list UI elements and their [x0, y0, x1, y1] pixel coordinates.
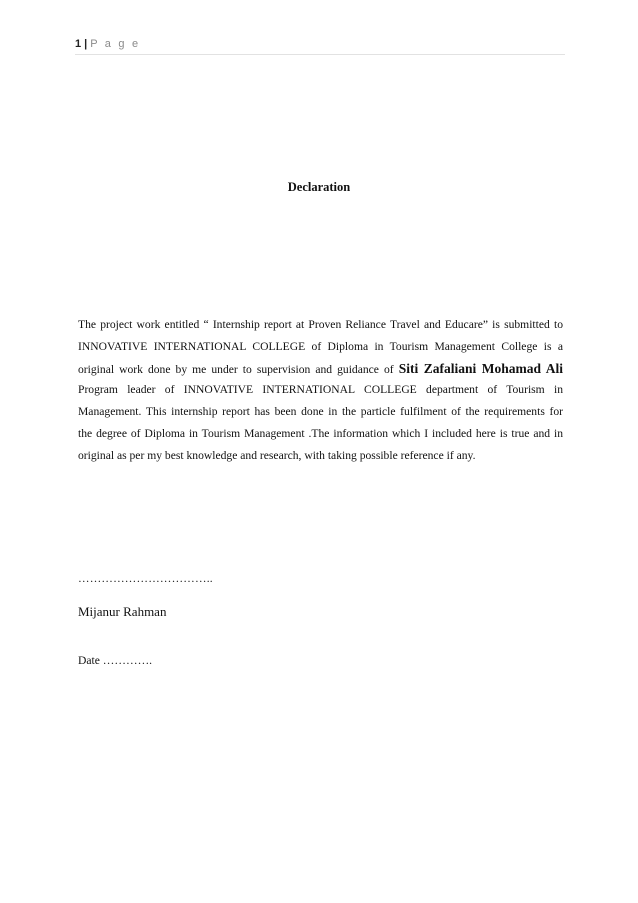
paragraph-line: Management. This internship report has been done in the particle fulfilment of the requirements for	[78, 405, 563, 419]
declaration-paragraph	[78, 314, 563, 467]
paragraph-line: original as per my best knowledge and research, with taking possible reference if any.	[78, 448, 476, 462]
header-separator: |	[84, 38, 88, 50]
page-header	[75, 38, 565, 55]
paragraph-line: the degree of Diploma in Tourism Management .The information which I included here is true and in	[78, 426, 563, 440]
paragraph-line: Program leader of INNOVATIVE INTERNATIONAL COLLEGE department of Tourism in	[78, 383, 563, 397]
paragraph-line: INNOVATIVE INTERNATIONAL COLLEGE of Diploma in Tourism Management College is a	[78, 339, 563, 353]
page-number: 1	[75, 38, 82, 50]
paragraph-line	[78, 358, 563, 380]
paragraph-line: The project work entitled “ Internship report at Proven Reliance Travel and Educare” is submitted to	[78, 318, 563, 331]
date-line: Date ………….	[78, 654, 153, 667]
signature-dots: ……………………………..	[78, 573, 213, 585]
signer-name: Mijanur Rahman	[78, 604, 167, 619]
supervisor-name: Siti Zafaliani Mohamad Ali	[398, 360, 563, 376]
document-title: Declaration	[287, 180, 351, 194]
page-label: P a g e	[90, 38, 141, 50]
paragraph-line-text: original work done by me under to supervision and guidance of	[78, 362, 394, 376]
